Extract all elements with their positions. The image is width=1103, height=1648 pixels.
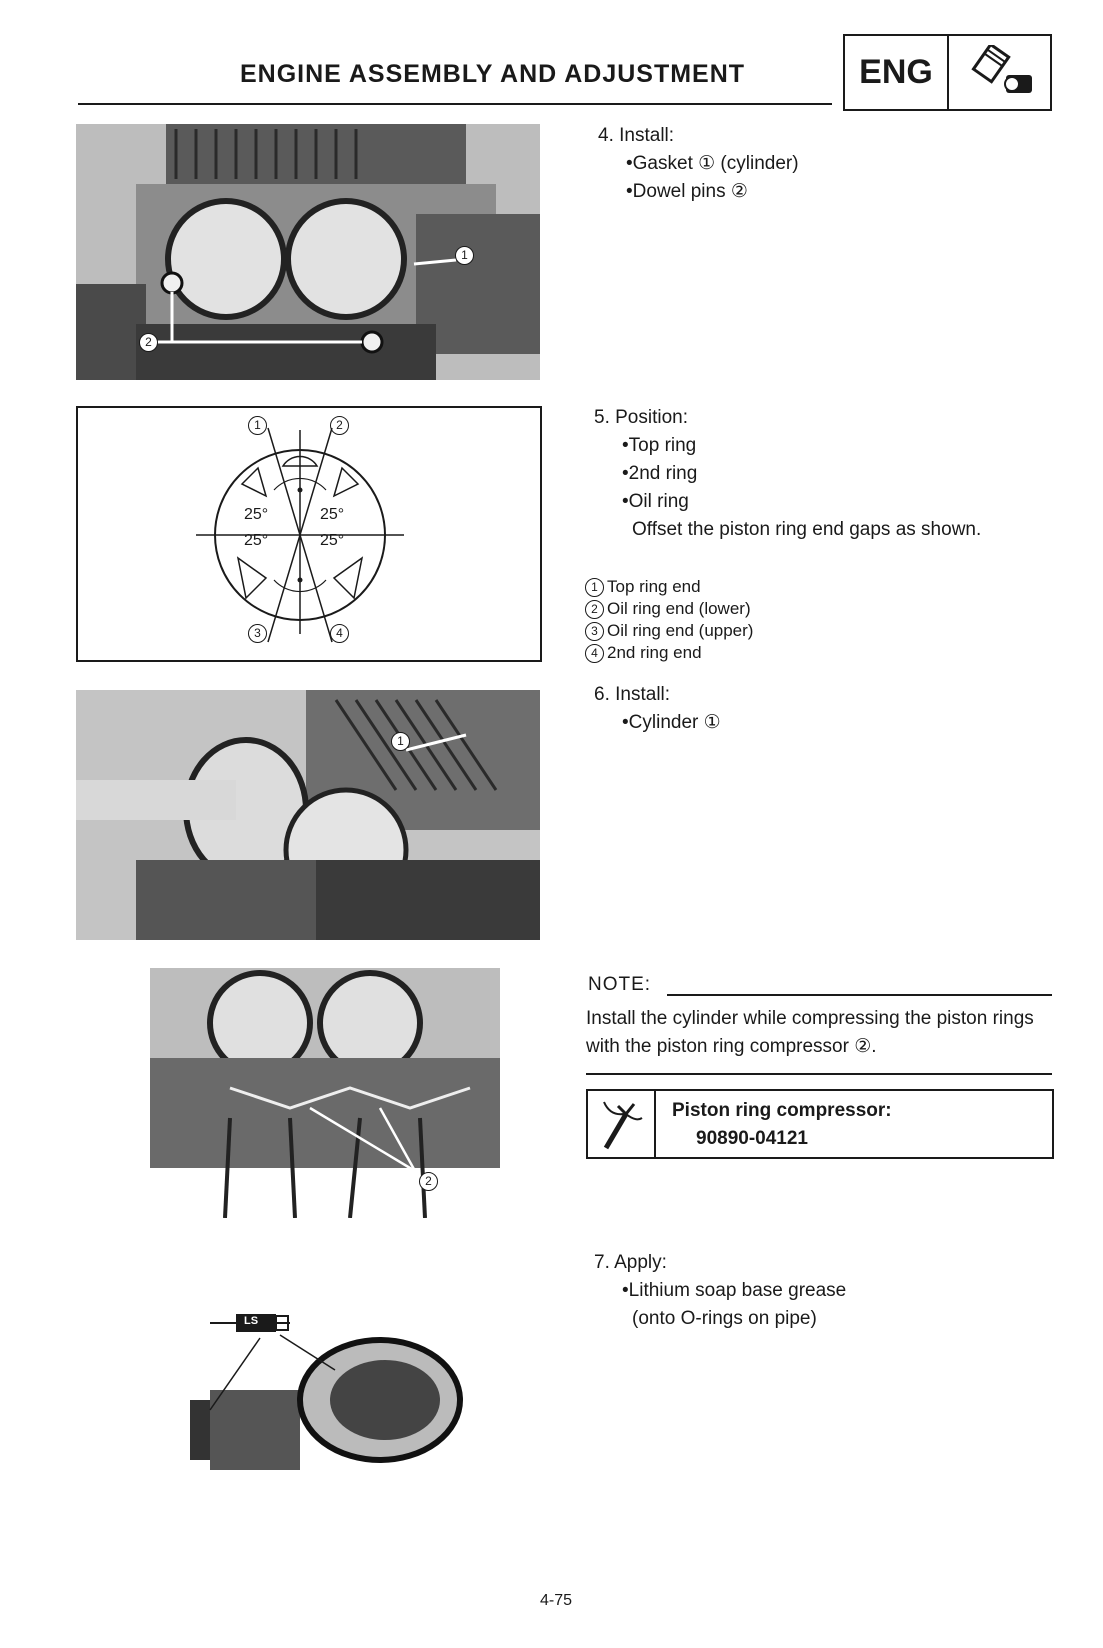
step-5-bullet: •Top ring	[622, 435, 697, 456]
note-end-rule	[586, 1073, 1052, 1075]
wrench-tool-icon	[588, 1091, 656, 1157]
legend-item: 2 Oil ring end (lower)	[582, 598, 753, 620]
special-tool-box	[586, 1089, 1054, 1159]
grease-icon-label: LS	[244, 1315, 259, 1327]
photo2-callout-1: 1	[391, 732, 410, 751]
step-5-bullet: •Oil ring	[622, 491, 689, 512]
angle-label: 25°	[244, 532, 269, 549]
step-5-bullet: •2nd ring	[622, 463, 698, 484]
legend-item: 4 2nd ring end	[582, 642, 753, 664]
photo-install-cylinder	[76, 690, 540, 940]
step-6-heading: 6. Install:	[594, 684, 671, 705]
diagram-callout-1: 1	[248, 416, 267, 435]
legend-item: 1 Top ring end	[582, 576, 753, 598]
note-divider	[667, 994, 1052, 996]
step-5	[594, 404, 981, 544]
step-6-bullet: •Cylinder ①	[622, 712, 721, 733]
tool-part-number: 90890-04121	[696, 1128, 808, 1149]
diagram-callout-4: 4	[330, 624, 349, 643]
step-5-instruction: Offset the piston ring end gaps as shown.	[632, 519, 982, 540]
step-4-bullet: •Dowel pins ②	[626, 181, 748, 202]
note-text: Install the cylinder while compressing the piston rings with the piston ring compressor ②.	[586, 1008, 1034, 1057]
page-number: 4-75	[540, 1592, 573, 1609]
angle-label: 25°	[320, 532, 345, 549]
diagram-callout-3: 3	[248, 624, 267, 643]
photo1-callout-1: 1	[455, 246, 474, 265]
step-6	[594, 681, 721, 737]
page-title: ENGINE ASSEMBLY AND ADJUSTMENT	[240, 60, 746, 88]
step-7	[594, 1249, 846, 1333]
header-rule	[78, 103, 832, 105]
photo-gasket-dowel-pins	[76, 124, 540, 380]
step-7-bullet: •Lithium soap base grease	[622, 1280, 847, 1301]
legend-item: 3 Oil ring end (upper)	[582, 620, 753, 642]
section-badge	[843, 34, 1052, 111]
section-badge-label: ENG	[845, 36, 949, 109]
step-4-bullet: •Gasket ① (cylinder)	[626, 153, 799, 174]
photo1-callout-2: 2	[139, 333, 158, 352]
ring-gap-diagram	[76, 406, 542, 662]
diagram-callout-2: 2	[330, 416, 349, 435]
step-4-heading: 4. Install:	[598, 125, 675, 146]
photo3-callout-2: 2	[419, 1172, 438, 1191]
tool-name: Piston ring compressor:	[672, 1100, 892, 1121]
step-7-heading: 7. Apply:	[594, 1252, 667, 1273]
note-label: NOTE:	[588, 974, 652, 995]
step-7-instruction: (onto O-rings on pipe)	[632, 1308, 817, 1329]
angle-label: 25°	[244, 506, 269, 523]
angle-label: 25°	[320, 506, 345, 523]
photo-ring-compressor	[150, 968, 530, 1218]
photo-grease-pipe	[170, 1250, 490, 1480]
ring-legend	[582, 576, 753, 664]
engine-piston-icon	[949, 36, 1050, 109]
step-5-heading: 5. Position:	[594, 407, 688, 428]
step-4	[598, 122, 799, 206]
